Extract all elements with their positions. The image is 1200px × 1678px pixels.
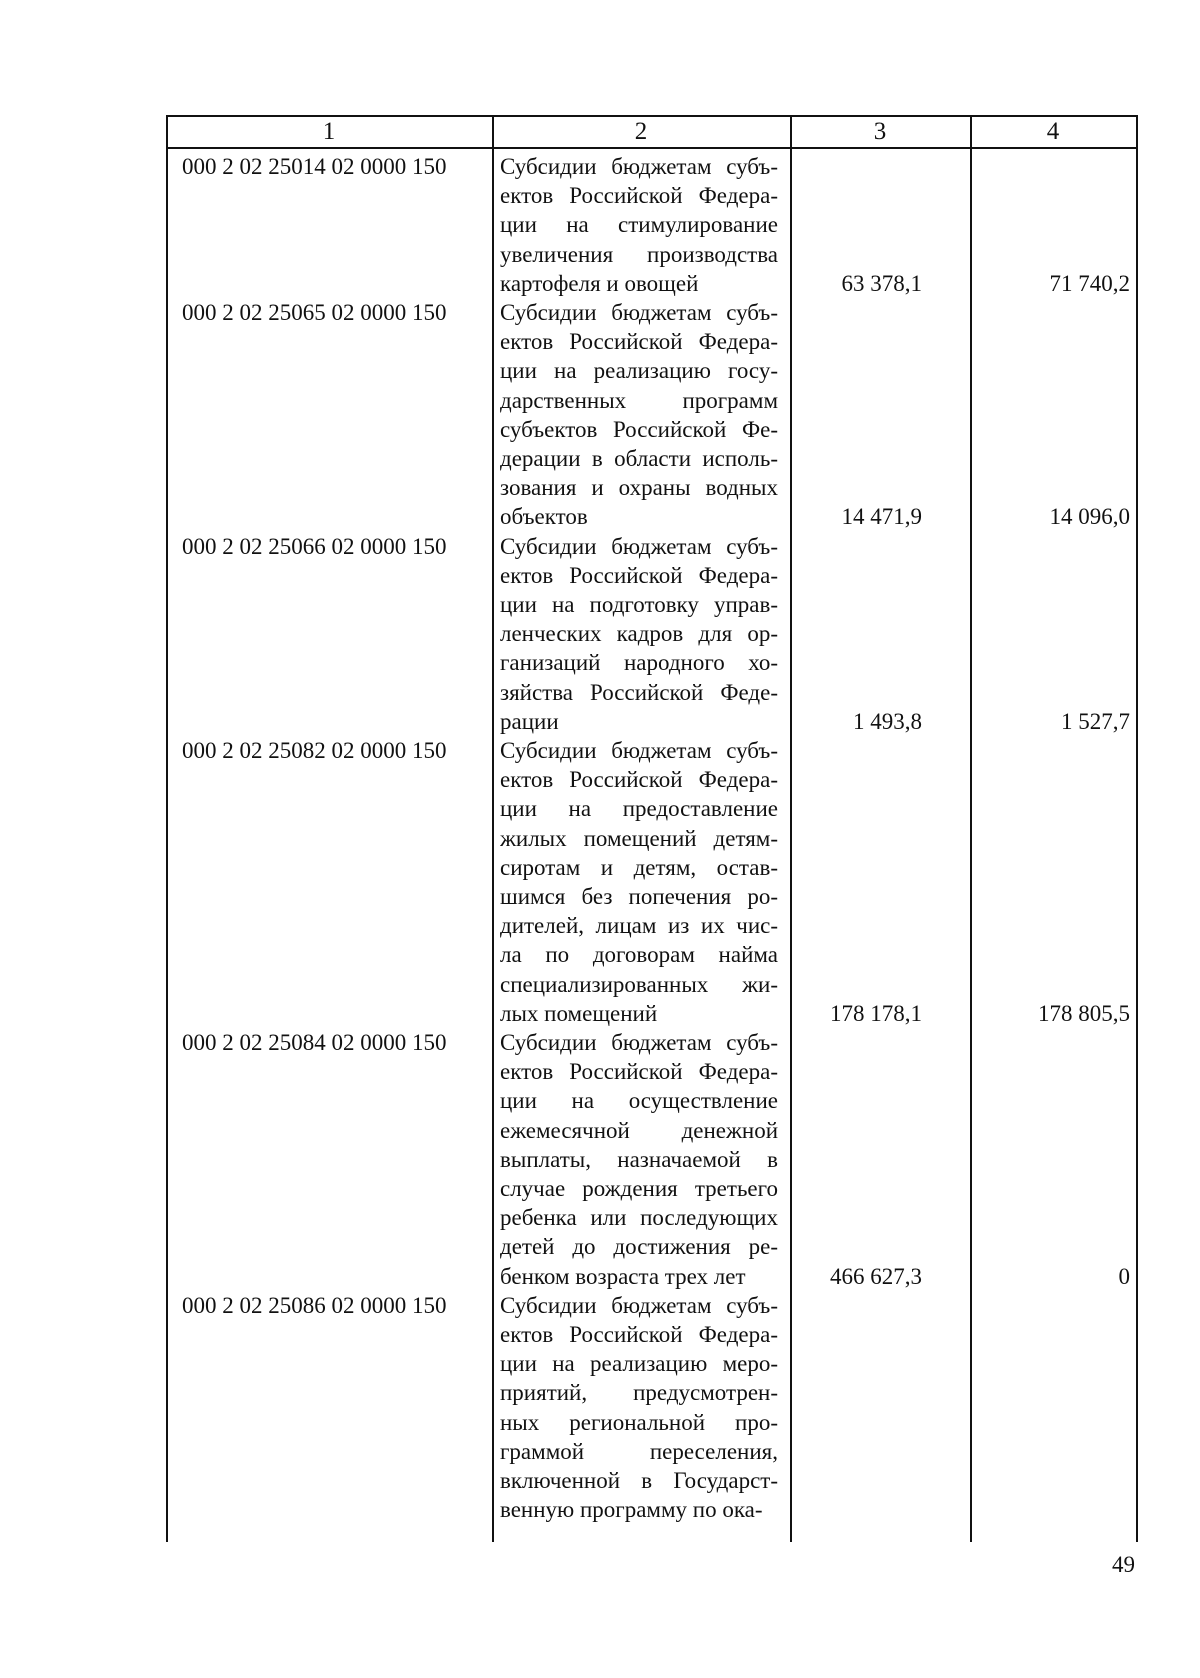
description-line: ектов Российской Федера- [500,1321,778,1347]
col4-right-border [1136,115,1138,1542]
header-col-2: 2 [634,118,648,145]
description-line: ектов Российской Федера- [500,1059,778,1085]
description-line: Субсидии бюджетам субъ- [500,1292,778,1318]
row-code: 000 2 02 25082 02 0000 150 [182,738,447,763]
description-line: ла по договорам найма [500,942,778,968]
row-description [500,1028,778,1291]
row-value-col3: 63 378,1 [841,270,922,296]
description-line: ции на стимулирование [500,212,778,238]
description-line: Субсидии бюджетам субъ- [500,154,778,179]
row-value-col4: 178 805,5 [1038,1000,1130,1026]
description-line: увеличения производства [500,241,778,267]
description-line: бенком возраста трех лет [500,1263,746,1289]
row-code: 000 2 02 25086 02 0000 150 [182,1292,447,1318]
description-line: субъектов Российской Фе- [500,416,778,442]
description-line: ции на осуществление [500,1088,778,1114]
description-line: ребенка или последующих [500,1205,778,1231]
row-code: 000 2 02 25066 02 0000 150 [182,533,447,559]
row-value-col3: 14 471,9 [841,504,922,530]
description-line: лых помещений [500,1000,658,1026]
description-line: ции на предоставление [500,796,778,822]
row-value-col4: 0 [1118,1263,1130,1289]
description-line: дителей, лицам из их чис- [500,913,778,939]
description-line: ленческих кадров для ор- [500,621,778,647]
description-line: граммой переселения, [500,1438,778,1464]
description-line: ектов Российской Федера- [500,183,778,209]
description-line: дарственных программ [500,387,778,413]
row-description [500,736,778,1028]
row-value-col4: 71 740,2 [1049,270,1130,296]
description-line: ектов Российской Федера- [500,767,778,793]
row-value-col4: 14 096,0 [1049,504,1130,530]
description-line: ганизаций народного хо- [500,650,778,676]
description-line: ежемесячной денежной [500,1117,778,1143]
header-col-3: 3 [873,118,887,145]
description-line: Субсидии бюджетам субъ- [500,738,778,763]
description-line: Субсидии бюджетам субъ- [500,1030,778,1055]
description-line: детей до достижения ре- [500,1234,778,1260]
header-col-1: 1 [322,118,336,145]
description-line: ных региональной про- [500,1409,778,1435]
description-line: ции на подготовку управ- [500,591,778,617]
header-bottom-border [166,147,1138,149]
description-line: включенной в Государст- [500,1467,778,1493]
description-line: картофеля и овощей [500,270,699,296]
description-line: Субсидии бюджетам субъ- [500,300,778,325]
description-line: жилых помещений детям- [500,825,778,851]
row-value-col4: 1 527,7 [1061,708,1130,734]
row-code: 000 2 02 25065 02 0000 150 [182,300,447,325]
row-value-col3: 466 627,3 [830,1263,922,1289]
description-line: зования и охраны водных [500,475,778,501]
description-line: ции на реализацию меро- [500,1351,778,1377]
row-code: 000 2 02 25014 02 0000 150 [182,154,447,179]
col4-left-border [970,115,972,1542]
description-line: специализированных жи- [500,971,778,997]
description-line: дерации в области исполь- [500,445,778,471]
row-code: 000 2 02 25084 02 0000 150 [182,1030,447,1055]
row-description [500,152,778,298]
description-line: ектов Российской Федера- [500,329,778,355]
row-description [500,532,778,736]
description-line: шимся без попечения ро- [500,883,778,909]
col1-left-border [166,115,168,1542]
row-description [500,298,778,532]
row-description [500,1291,778,1525]
header-col-4: 4 [1046,118,1060,145]
row-value-col3: 178 178,1 [830,1000,922,1026]
description-line: случае рождения третьего [500,1175,778,1201]
description-line: ции на реализацию госу- [500,358,778,384]
description-line: ектов Российской Федера- [500,562,778,588]
description-line: венную программу по ока- [500,1497,763,1523]
description-line: зяйства Российской Феде- [500,679,778,705]
col3-left-border [790,115,792,1542]
description-line: Субсидии бюджетам субъ- [500,533,778,559]
row-value-col3: 1 493,8 [853,708,922,734]
page-number: 49 [1112,1552,1135,1577]
budget-table [166,115,1138,1542]
description-line: приятий, предусмотрен- [500,1380,778,1406]
col2-left-border [492,115,494,1542]
description-line: объектов [500,504,588,530]
description-line: сиротам и детям, остав- [500,854,778,880]
description-line: выплаты, назначаемой в [500,1146,778,1172]
description-line: рации [500,708,559,734]
